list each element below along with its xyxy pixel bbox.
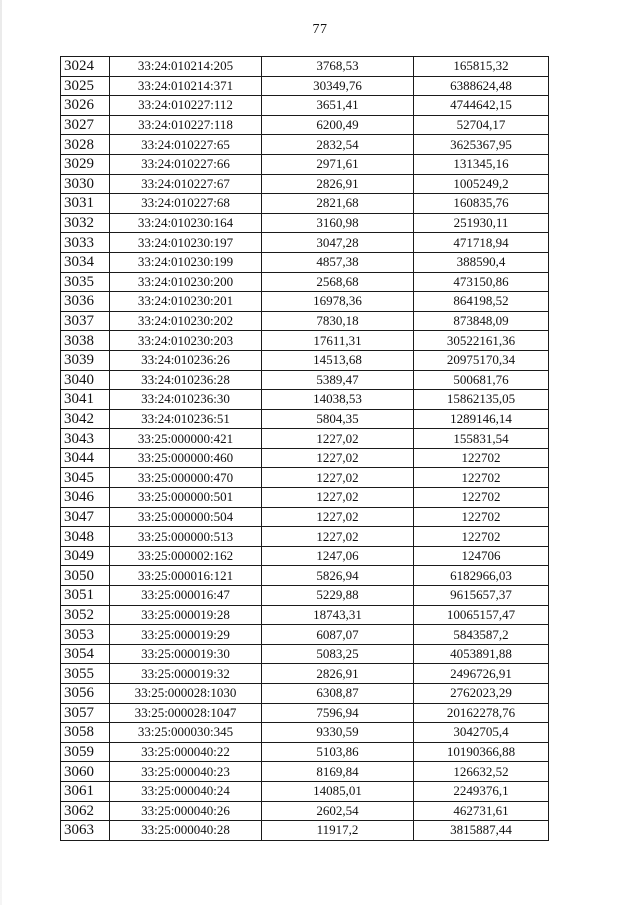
table-row [61,331,549,351]
row-number-cell: 3033 [61,233,110,253]
row-number-cell: 3060 [61,762,110,782]
value-cell: 473150,86 [414,272,549,292]
row-number-cell: 3050 [61,566,110,586]
area-cell: 3047,28 [262,233,414,253]
area-cell: 14513,68 [262,350,414,370]
cadastral-number-cell: 33:25:000016:47 [110,586,262,606]
row-number-cell: 3045 [61,468,110,488]
area-cell: 5826,94 [262,566,414,586]
row-number-cell: 3044 [61,448,110,468]
value-cell: 30522161,36 [414,331,549,351]
row-number-cell: 3058 [61,723,110,743]
value-cell: 20975170,34 [414,350,549,370]
row-number-cell: 3034 [61,252,110,272]
value-cell: 131345,16 [414,154,549,174]
scan-edge [0,0,2,905]
table-row [61,390,549,410]
area-cell: 3651,41 [262,96,414,116]
value-cell: 471718,94 [414,233,549,253]
value-cell: 122702 [414,448,549,468]
row-number-cell: 3031 [61,194,110,214]
area-cell: 5103,86 [262,742,414,762]
row-number-cell: 3049 [61,546,110,566]
row-number-cell: 3038 [61,331,110,351]
cadastral-number-cell: 33:24:010227:66 [110,154,262,174]
table-row [61,625,549,645]
table-row [61,96,549,116]
cadastral-number-cell: 33:24:010230:202 [110,311,262,331]
value-cell: 122702 [414,507,549,527]
value-cell: 160835,76 [414,194,549,214]
page-number: 77 [312,22,328,37]
area-cell: 3768,53 [262,57,414,77]
value-cell: 126632,52 [414,762,549,782]
value-cell: 6388624,48 [414,76,549,96]
area-cell: 1227,02 [262,488,414,508]
table-row [61,429,549,449]
area-cell: 17611,31 [262,331,414,351]
value-cell: 20162278,76 [414,703,549,723]
area-cell: 6087,07 [262,625,414,645]
row-number-cell: 3059 [61,742,110,762]
table-row [61,762,549,782]
row-number-cell: 3057 [61,703,110,723]
area-cell: 7596,94 [262,703,414,723]
cadastral-number-cell: 33:24:010236:30 [110,390,262,410]
cadastral-number-cell: 33:25:000019:30 [110,644,262,664]
cadastral-number-cell: 33:24:010230:201 [110,292,262,312]
value-cell: 122702 [414,527,549,547]
value-cell: 10065157,47 [414,605,549,625]
cadastral-number-cell: 33:24:010214:371 [110,76,262,96]
value-cell: 3815887,44 [414,821,549,841]
table-row [61,488,549,508]
cadastral-number-cell: 33:24:010227:118 [110,115,262,135]
row-number-cell: 3041 [61,390,110,410]
value-cell: 124706 [414,546,549,566]
area-cell: 2826,91 [262,174,414,194]
table-row [61,194,549,214]
cadastral-number-cell: 33:25:000002:162 [110,546,262,566]
table-row [61,115,549,135]
area-cell: 1227,02 [262,507,414,527]
area-cell: 1227,02 [262,468,414,488]
area-cell: 6308,87 [262,684,414,704]
row-number-cell: 3043 [61,429,110,449]
area-cell: 2971,61 [262,154,414,174]
cadastral-number-cell: 33:24:010214:205 [110,57,262,77]
row-number-cell: 3042 [61,409,110,429]
cadastral-number-cell: 33:24:010230:197 [110,233,262,253]
row-number-cell: 3046 [61,488,110,508]
area-cell: 18743,31 [262,605,414,625]
row-number-cell: 3027 [61,115,110,135]
row-number-cell: 3037 [61,311,110,331]
registry-table-body [61,57,549,841]
row-number-cell: 3063 [61,821,110,841]
cadastral-number-cell: 33:25:000040:23 [110,762,262,782]
table-row [61,566,549,586]
table-row [61,292,549,312]
row-number-cell: 3056 [61,684,110,704]
cadastral-number-cell: 33:25:000028:1047 [110,703,262,723]
value-cell: 122702 [414,488,549,508]
table-row [61,350,549,370]
area-cell: 2568,68 [262,272,414,292]
area-cell: 8169,84 [262,762,414,782]
cadastral-number-cell: 33:25:000000:513 [110,527,262,547]
cadastral-number-cell: 33:25:000028:1030 [110,684,262,704]
cadastral-number-cell: 33:24:010227:68 [110,194,262,214]
area-cell: 14085,01 [262,781,414,801]
row-number-cell: 3035 [61,272,110,292]
area-cell: 11917,2 [262,821,414,841]
cadastral-number-cell: 33:24:010230:164 [110,213,262,233]
area-cell: 3160,98 [262,213,414,233]
area-cell: 7830,18 [262,311,414,331]
area-cell: 30349,76 [262,76,414,96]
area-cell: 5083,25 [262,644,414,664]
cadastral-number-cell: 33:25:000000:470 [110,468,262,488]
cadastral-number-cell: 33:25:000016:121 [110,566,262,586]
cadastral-number-cell: 33:25:000040:24 [110,781,262,801]
table-row [61,174,549,194]
cadastral-number-cell: 33:24:010236:28 [110,370,262,390]
value-cell: 864198,52 [414,292,549,312]
row-number-cell: 3061 [61,781,110,801]
cadastral-number-cell: 33:25:000000:504 [110,507,262,527]
cadastral-number-cell: 33:24:010230:199 [110,252,262,272]
value-cell: 2496726,91 [414,664,549,684]
table-row [61,311,549,331]
row-number-cell: 3062 [61,801,110,821]
cadastral-number-cell: 33:25:000019:32 [110,664,262,684]
row-number-cell: 3054 [61,644,110,664]
row-number-cell: 3032 [61,213,110,233]
value-cell: 462731,61 [414,801,549,821]
table-row [61,370,549,390]
row-number-cell: 3030 [61,174,110,194]
area-cell: 5804,35 [262,409,414,429]
cadastral-number-cell: 33:25:000019:29 [110,625,262,645]
value-cell: 3625367,95 [414,135,549,155]
row-number-cell: 3048 [61,527,110,547]
table-row [61,546,549,566]
table-row [61,448,549,468]
row-number-cell: 3040 [61,370,110,390]
cadastral-number-cell: 33:25:000040:22 [110,742,262,762]
row-number-cell: 3051 [61,586,110,606]
table-row [61,781,549,801]
area-cell: 2832,54 [262,135,414,155]
value-cell: 6182966,03 [414,566,549,586]
table-row [61,213,549,233]
table-row [61,664,549,684]
area-cell: 2821,68 [262,194,414,214]
cadastral-number-cell: 33:24:010236:51 [110,409,262,429]
value-cell: 15862135,05 [414,390,549,410]
cadastral-number-cell: 33:25:000040:28 [110,821,262,841]
area-cell: 1227,02 [262,448,414,468]
table-row [61,586,549,606]
value-cell: 3042705,4 [414,723,549,743]
value-cell: 52704,17 [414,115,549,135]
cadastral-number-cell: 33:24:010227:65 [110,135,262,155]
table-row [61,507,549,527]
row-number-cell: 3053 [61,625,110,645]
table-row [61,272,549,292]
value-cell: 5843587,2 [414,625,549,645]
value-cell: 1005249,2 [414,174,549,194]
cadastral-number-cell: 33:24:010230:200 [110,272,262,292]
value-cell: 388590,4 [414,252,549,272]
table-row [61,135,549,155]
value-cell: 251930,11 [414,213,549,233]
area-cell: 6200,49 [262,115,414,135]
row-number-cell: 3055 [61,664,110,684]
table-row [61,233,549,253]
cadastral-number-cell: 33:25:000040:26 [110,801,262,821]
row-number-cell: 3025 [61,76,110,96]
value-cell: 10190366,88 [414,742,549,762]
value-cell: 2762023,29 [414,684,549,704]
value-cell: 155831,54 [414,429,549,449]
row-number-cell: 3029 [61,154,110,174]
cadastral-number-cell: 33:24:010236:26 [110,350,262,370]
area-cell: 1247,06 [262,546,414,566]
row-number-cell: 3052 [61,605,110,625]
cadastral-number-cell: 33:24:010230:203 [110,331,262,351]
cadastral-number-cell: 33:25:000019:28 [110,605,262,625]
value-cell: 2249376,1 [414,781,549,801]
area-cell: 2602,54 [262,801,414,821]
row-number-cell: 3047 [61,507,110,527]
table-row [61,252,549,272]
cadastral-number-cell: 33:25:000000:501 [110,488,262,508]
value-cell: 873848,09 [414,311,549,331]
area-cell: 16978,36 [262,292,414,312]
value-cell: 122702 [414,468,549,488]
cadastral-number-cell: 33:24:010227:67 [110,174,262,194]
area-cell: 2826,91 [262,664,414,684]
table-row [61,468,549,488]
table-row [61,684,549,704]
table-row [61,703,549,723]
value-cell: 1289146,14 [414,409,549,429]
cadastral-number-cell: 33:25:000000:421 [110,429,262,449]
area-cell: 5229,88 [262,586,414,606]
table-row [61,409,549,429]
area-cell: 5389,47 [262,370,414,390]
cadastral-number-cell: 33:25:000000:460 [110,448,262,468]
table-row [61,154,549,174]
area-cell: 14038,53 [262,390,414,410]
registry-table [60,56,549,841]
table-row [61,527,549,547]
cadastral-number-cell: 33:24:010227:112 [110,96,262,116]
table-row [61,76,549,96]
value-cell: 4053891,88 [414,644,549,664]
value-cell: 4744642,15 [414,96,549,116]
row-number-cell: 3024 [61,57,110,77]
area-cell: 9330,59 [262,723,414,743]
table-row [61,57,549,77]
table-row [61,801,549,821]
area-cell: 4857,38 [262,252,414,272]
row-number-cell: 3028 [61,135,110,155]
area-cell: 1227,02 [262,527,414,547]
row-number-cell: 3026 [61,96,110,116]
table-row [61,605,549,625]
row-number-cell: 3036 [61,292,110,312]
cadastral-number-cell: 33:25:000030:345 [110,723,262,743]
area-cell: 1227,02 [262,429,414,449]
table-row [61,742,549,762]
value-cell: 500681,76 [414,370,549,390]
table-row [61,821,549,841]
table-row [61,723,549,743]
row-number-cell: 3039 [61,350,110,370]
value-cell: 9615657,37 [414,586,549,606]
table-row [61,644,549,664]
value-cell: 165815,32 [414,57,549,77]
